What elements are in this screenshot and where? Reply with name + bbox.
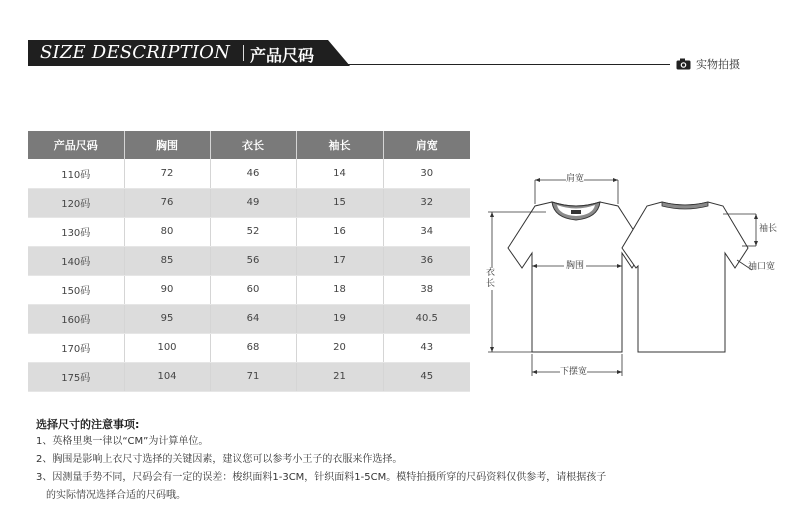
cell-length: 56 [210, 246, 296, 275]
table-row [28, 304, 470, 333]
cell-chest: 80 [124, 217, 210, 246]
cell-sleeve: 21 [296, 362, 383, 391]
cell-chest: 104 [124, 362, 210, 391]
header-sleeve: 袖长 [296, 131, 383, 159]
cuff-width-label: 袖口宽 [748, 262, 776, 272]
cell-chest: 72 [124, 159, 210, 188]
cell-length: 71 [210, 362, 296, 391]
cell-shoulder: 36 [383, 246, 470, 275]
hem-width-label: 下摆宽 [560, 367, 588, 377]
cell-sleeve: 15 [296, 188, 383, 217]
note-item: 2、胸围是影响上衣尺寸选择的关键因素，建议您可以参考小王子的衣服来作选择。 [36, 454, 403, 465]
tshirt-diagram-graphic [480, 160, 780, 390]
cell-chest: 76 [124, 188, 210, 217]
cell-shoulder: 34 [383, 217, 470, 246]
back-tshirt-outline [622, 202, 748, 352]
banner-subtitle: 产品尺码 [250, 46, 315, 65]
cell-chest: 100 [124, 333, 210, 362]
photo-label-group [676, 56, 740, 72]
neck-label [571, 210, 581, 214]
cell-sleeve: 19 [296, 304, 383, 333]
cell-size: 110码 [28, 159, 124, 188]
table-row [28, 217, 470, 246]
cell-shoulder: 30 [383, 159, 470, 188]
cell-size: 175码 [28, 362, 124, 391]
cell-shoulder: 40.5 [383, 304, 470, 333]
cell-length: 64 [210, 304, 296, 333]
cell-length: 52 [210, 217, 296, 246]
header-length: 衣长 [210, 131, 296, 159]
table-row [28, 333, 470, 362]
cell-length: 46 [210, 159, 296, 188]
cell-shoulder: 43 [383, 333, 470, 362]
table-row [28, 188, 470, 217]
cell-size: 130码 [28, 217, 124, 246]
camera-icon [676, 58, 691, 70]
cell-sleeve: 14 [296, 159, 383, 188]
banner-divider [243, 45, 244, 61]
shoulder-width-label: 肩宽 [566, 174, 585, 184]
note-item: 1、英格里奥一律以“CM”为计算单位。 [36, 436, 209, 447]
table-row [28, 362, 470, 391]
cell-size: 160码 [28, 304, 124, 333]
size-notes [36, 416, 776, 505]
header-size: 产品尺码 [28, 131, 124, 159]
photo-label: 实物拍摄 [696, 58, 740, 71]
size-table [28, 131, 470, 392]
cell-size: 140码 [28, 246, 124, 275]
cell-shoulder: 38 [383, 275, 470, 304]
body-length-label: 衣长 [486, 268, 498, 290]
cell-shoulder: 45 [383, 362, 470, 391]
cell-chest: 85 [124, 246, 210, 275]
cell-sleeve: 16 [296, 217, 383, 246]
cell-sleeve: 18 [296, 275, 383, 304]
garment-measurement-diagram [480, 160, 780, 390]
banner-title: SIZE DESCRIPTION [40, 42, 231, 63]
table-row [28, 246, 470, 275]
front-tshirt-outline [508, 202, 645, 352]
cell-sleeve: 17 [296, 246, 383, 275]
cell-size: 150码 [28, 275, 124, 304]
cell-chest: 90 [124, 275, 210, 304]
header-rule [340, 64, 670, 65]
table-row [28, 275, 470, 304]
table-header-row [28, 131, 470, 159]
note-item: 3、因测量手势不同，尺码会有一定的误差：梭织面料1-3CM，针织面料1-5CM。模特拍摄所穿的尺码资料仅供参考，请根据孩子 [36, 472, 607, 483]
sleeve-length-label: 袖长 [759, 224, 778, 234]
cell-chest: 95 [124, 304, 210, 333]
notes-title: 选择尺寸的注意事项: [36, 418, 140, 431]
chest-label: 胸围 [566, 261, 585, 271]
cell-size: 120码 [28, 188, 124, 217]
table-row [28, 159, 470, 188]
header-shoulder: 肩宽 [383, 131, 470, 159]
cell-length: 49 [210, 188, 296, 217]
cell-shoulder: 32 [383, 188, 470, 217]
header-chest: 胸围 [124, 131, 210, 159]
cell-size: 170码 [28, 333, 124, 362]
cell-length: 60 [210, 275, 296, 304]
size-description-banner [28, 40, 350, 66]
note-item-continuation: 的实际情况选择合适的尺码哦。 [46, 490, 186, 501]
cell-sleeve: 20 [296, 333, 383, 362]
cell-length: 68 [210, 333, 296, 362]
